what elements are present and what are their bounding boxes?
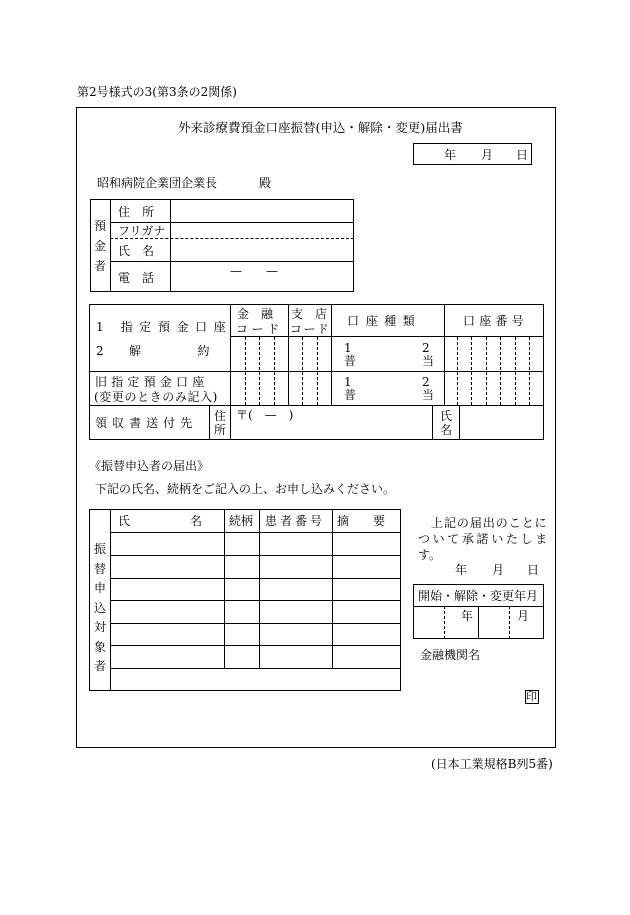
applicants-instruction: 下記の氏名、続柄をご記入の上、お申し込みください。 — [95, 482, 396, 496]
receipt-name-label: 氏名 — [439, 409, 452, 437]
col-patient-no-header: 患者番号 — [265, 514, 326, 528]
applicants-side-label: 振替申込対象者 — [93, 542, 106, 673]
date-year: 年 — [444, 148, 457, 162]
old-account-label: 旧指定預金口座 — [95, 375, 209, 389]
applicant-row[interactable] — [111, 579, 400, 600]
address-label: 住 所 — [118, 205, 155, 219]
type-option-2-sub: 当 — [422, 354, 435, 368]
phone-value[interactable]: — — — [230, 264, 279, 278]
bank-code-header-top: 金 融 — [237, 307, 274, 321]
name-label: 氏 名 — [118, 244, 155, 258]
change-date-header: 開始・解除・変更年月 — [418, 589, 539, 603]
designated-account-label: 1 指定預金口座 — [96, 320, 233, 334]
bank-name-label: 金融機関名 — [420, 648, 481, 662]
depositor-side-label: 預金者 — [93, 219, 106, 273]
col-name-header: 氏 名 — [118, 514, 203, 528]
date-month: 月 — [481, 148, 494, 162]
old-type-option-2-sub: 当 — [422, 388, 435, 402]
consent-date-month: 月 — [492, 563, 505, 577]
receipt-destination-label: 領収書送付先 — [95, 416, 198, 430]
name-field[interactable] — [171, 239, 353, 261]
furigana-label: フリガナ — [118, 224, 166, 238]
col-note-header: 摘 要 — [337, 514, 386, 528]
cancel-label: 2 解 約 — [96, 344, 221, 358]
consent-line-3: す。 — [418, 548, 442, 562]
consent-date-day: 日 — [527, 563, 540, 577]
seal-label: 印 — [526, 690, 537, 703]
furigana-field[interactable] — [171, 223, 353, 238]
applicant-row[interactable] — [111, 646, 400, 668]
form-number: 第2号様式の3(第3条の2関係) — [77, 85, 237, 99]
applicant-row[interactable] — [111, 533, 400, 555]
date-day: 日 — [516, 148, 529, 162]
bank-code-header-bottom: コード — [236, 322, 283, 336]
consent-date-year: 年 — [455, 563, 468, 577]
receipt-address-field[interactable] — [231, 422, 431, 439]
date-box — [413, 143, 532, 165]
applicant-row[interactable] — [111, 556, 400, 578]
phone-label: 電 話 — [118, 271, 155, 285]
type-option-1[interactable]: 1 — [344, 341, 352, 355]
applicants-heading: 《振替申込者の届出》 — [89, 459, 210, 473]
applicant-row[interactable] — [111, 669, 400, 690]
receipt-address-label: 住所 — [213, 409, 226, 437]
old-type-option-1[interactable]: 1 — [344, 375, 352, 389]
type-option-2[interactable]: 2 — [422, 341, 430, 355]
consent-line-2: ついて承諾いたしま — [418, 532, 550, 546]
type-option-1-sub: 普 — [344, 354, 357, 368]
form-title: 外来診療費預金口座振替(申込・解除・変更)届出書 — [178, 120, 463, 135]
receipt-name-field[interactable] — [460, 406, 543, 439]
account-number-header: 口座番号 — [463, 314, 528, 328]
applicant-row[interactable] — [111, 624, 400, 645]
address-field[interactable] — [171, 200, 353, 222]
branch-code-header-top: 支 店 — [291, 307, 328, 321]
old-type-option-1-sub: 普 — [344, 388, 357, 402]
account-type-header: 口座種類 — [347, 314, 422, 328]
branch-code-header-bottom: コード — [290, 322, 331, 336]
change-date-year[interactable]: 年 — [461, 609, 474, 623]
addressee-honorific: 殿 — [259, 176, 272, 190]
col-relation-header: 続柄 — [229, 514, 254, 528]
footer-standard-note: (日本工業規格B列5番) — [431, 757, 553, 771]
old-account-note: (変更のときのみ記入) — [94, 390, 218, 404]
old-type-option-2[interactable]: 2 — [422, 375, 430, 389]
consent-line-1: 上記の届出のことに — [431, 516, 548, 530]
applicant-row[interactable] — [111, 601, 400, 623]
addressee-name: 昭和病院企業団企業長 — [97, 176, 218, 190]
change-date-month[interactable]: 月 — [517, 609, 530, 623]
receipt-postal[interactable]: 〒( — ) — [236, 408, 294, 422]
